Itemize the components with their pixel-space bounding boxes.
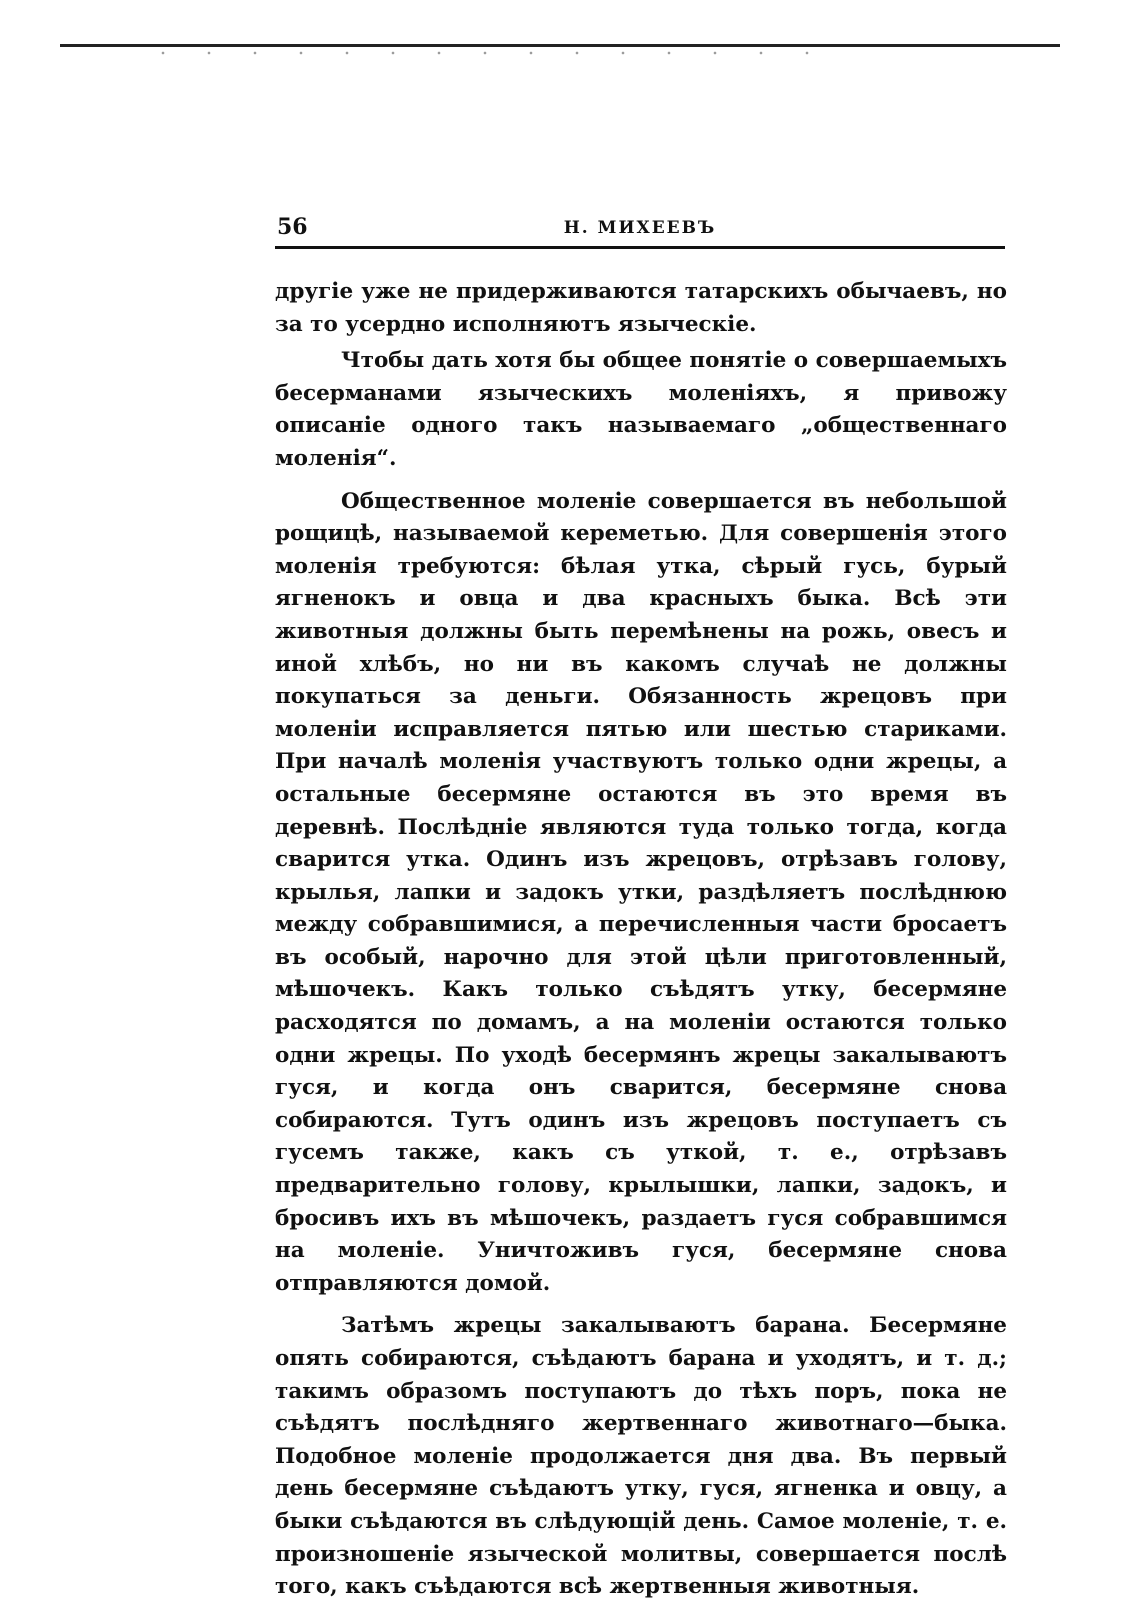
running-title: Н. МИХЕЕВЪ bbox=[563, 218, 717, 238]
paragraph-ritual-description: Общественное моленіе совершается въ небольшой рощицѣ, называемой кереметью. Для совершенія этого моленія требуются: бѣлая утка, сѣрый гусь, бурый ягненокъ и овца и два красныхъ быка. Всѣ эти животныя должны быть перемѣнены на рожь, овесъ и иной хлѣбъ, но ни въ какомъ случаѣ не должны покупаться за деньги. Обязанность жрецовъ при моленіи исправляется пятью или шестью стариками. При началѣ моленія участвуютъ только одни жрецы, а остальные бесермяне остаются въ это время въ деревнѣ. Послѣдніе являются туда только тогда, когда сварится утка. Одинъ изъ жрецовъ, отрѣзавъ голову, крылья, лапки и задокъ утки, раздѣляетъ послѣднюю между собравшимися, а перечисленныя части бросаетъ въ особый, нарочно для этой цѣли приготовленный, мѣшочекъ. Какъ только съѣдятъ утку, бесермяне расходятся по домамъ, а на моленіи остаются только одни жрецы. По уходѣ бесермянъ жрецы закалываютъ гуся, и когда онъ сварится, бесермяне снова собираются. Тутъ одинъ изъ жрецовъ поступаетъ съ гусемъ также, какъ съ уткой, т. е., отрѣзавъ предварительно голову, крылышки, лапки, задокъ, и бросивъ ихъ въ мѣшочекъ, раздаетъ гуся собравшимся на моленіе. Уничтоживъ гуся, бесермяне снова отправляются домой. bbox=[275, 488, 1007, 1296]
paragraph-ritual-continuation: Затѣмъ жрецы закалываютъ барана. Бесермяне опять собираются, съѣдаютъ барана и уходятъ, и т. д.; такимъ образомъ поступаютъ до тѣхъ поръ, пока не съѣдятъ послѣдняго жертвеннаго животнаго—быка. Подобное моленіе продолжается дня два. Въ первый день бесермяне съѣдаютъ утку, гуся, ягненка и овцу, а быки съѣдаются въ слѣдующій день. Самое моленіе, т. е. произношеніе языческой молитвы, совершается послѣ того, какъ съѣдаются всѣ жертвенныя животныя. bbox=[275, 1313, 1007, 1600]
header-rule bbox=[275, 246, 1005, 249]
scan-edge-specks bbox=[140, 50, 840, 56]
body-text bbox=[275, 276, 1007, 1604]
running-head bbox=[275, 210, 1005, 250]
page-number: 56 bbox=[277, 214, 308, 240]
paragraph-continuation: другіе уже не придерживаются татарскихъ обычаевъ, но за то усердно исполняютъ языческіе. bbox=[275, 279, 1007, 337]
scan-edge-line bbox=[60, 44, 1060, 47]
paragraph-intro: Чтобы дать хотя бы общее понятіе о совершаемыхъ бесерманами языческихъ моленіяхъ, я привожу описаніе одного такъ называемаго „общественнаго моленія“. bbox=[275, 348, 1007, 471]
